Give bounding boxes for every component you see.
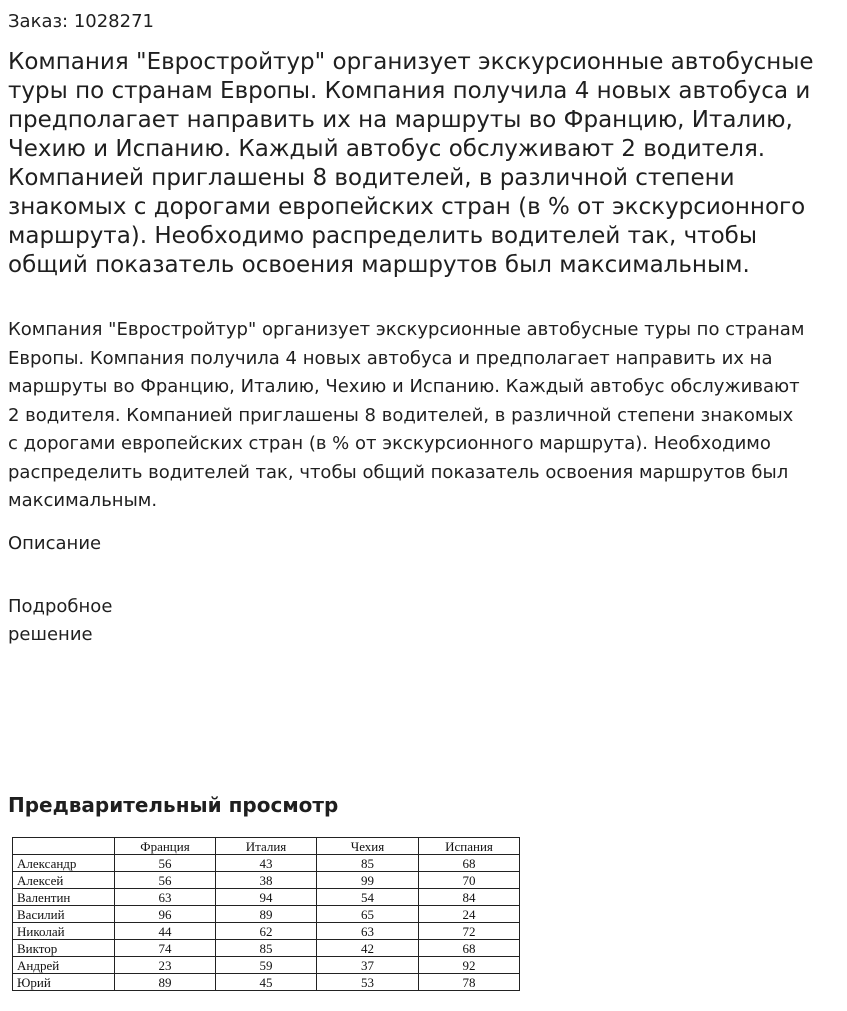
driver-name: Виктор <box>13 940 115 957</box>
table-cell: 94 <box>216 889 317 906</box>
table-header-row <box>13 838 520 855</box>
table-cell: 42 <box>317 940 419 957</box>
task-heading-text: Компания "Евростройтур" организует экскурсионные автобусные туры по странам Европы. Компания получила 4 новых автобуса и предполагает направить их на маршруты во Францию, Италию, Чехию и Испанию. Каждый автобус обслуживают 2 водителя. Компанией приглашены 8 водителей, в различной степени знакомых с дорогами европейских стран (в % от экскурсионного маршрута). Необходимо распределить водителей так, чтобы общий показатель освоения маршрутов был максимальным. <box>8 49 814 278</box>
table-cell: 53 <box>317 974 419 991</box>
table-corner-cell <box>13 838 115 855</box>
table-cell: 24 <box>419 906 520 923</box>
table-cell: 70 <box>419 872 520 889</box>
table-row <box>13 940 520 957</box>
solution-label: Подробное решение <box>8 596 113 645</box>
table-cell: 99 <box>317 872 419 889</box>
table-cell: 89 <box>216 906 317 923</box>
table-cell: 43 <box>216 855 317 872</box>
driver-route-table <box>12 837 520 991</box>
table-cell: 68 <box>419 855 520 872</box>
table-cell: 37 <box>317 957 419 974</box>
driver-name: Алексей <box>13 872 115 889</box>
table-cell: 59 <box>216 957 317 974</box>
table-cell: 68 <box>419 940 520 957</box>
table-row <box>13 889 520 906</box>
table-cell: 96 <box>115 906 216 923</box>
table-cell: 92 <box>419 957 520 974</box>
column-header: Испания <box>419 838 520 855</box>
table-cell: 23 <box>115 957 216 974</box>
order-number: Заказ: 1028271 <box>8 11 154 32</box>
table-cell: 45 <box>216 974 317 991</box>
driver-name: Андрей <box>13 957 115 974</box>
table-cell: 74 <box>115 940 216 957</box>
table-row <box>13 974 520 991</box>
table-cell: 62 <box>216 923 317 940</box>
driver-name: Александр <box>13 855 115 872</box>
table-cell: 65 <box>317 906 419 923</box>
table-cell: 72 <box>419 923 520 940</box>
table-cell: 54 <box>317 889 419 906</box>
table-cell: 63 <box>115 889 216 906</box>
driver-name: Юрий <box>13 974 115 991</box>
task-body-text: Компания "Евростройтур" организует экскурсионные автобусные туры по странам Европы. Компания получила 4 новых автобуса и предполагает направить их на маршруты во Францию, Италию, Чехию и Испанию. Каждый автобус обслуживают 2 водителя. Компанией приглашены 8 водителей, в различной степени знакомых с дорогами европейских стран (в % от экскурсионного маршрута). Необходимо распределить водителей так, чтобы общий показатель освоения маршрутов был максимальным. <box>8 319 805 511</box>
driver-name: Василий <box>13 906 115 923</box>
table-row <box>13 923 520 940</box>
driver-name: Николай <box>13 923 115 940</box>
column-header: Чехия <box>317 838 419 855</box>
table-row <box>13 855 520 872</box>
table-cell: 85 <box>216 940 317 957</box>
table-cell: 85 <box>317 855 419 872</box>
preview-title: Предварительный просмотр <box>8 793 339 817</box>
table-row <box>13 906 520 923</box>
table-cell: 56 <box>115 872 216 889</box>
table-cell: 38 <box>216 872 317 889</box>
column-header: Италия <box>216 838 317 855</box>
driver-name: Валентин <box>13 889 115 906</box>
table-cell: 44 <box>115 923 216 940</box>
table-row <box>13 957 520 974</box>
table-cell: 56 <box>115 855 216 872</box>
table-row <box>13 872 520 889</box>
table-cell: 63 <box>317 923 419 940</box>
table-cell: 78 <box>419 974 520 991</box>
table-cell: 84 <box>419 889 520 906</box>
preview-image <box>12 837 520 991</box>
description-label: Описание <box>8 533 102 554</box>
column-header: Франция <box>115 838 216 855</box>
table-cell: 89 <box>115 974 216 991</box>
